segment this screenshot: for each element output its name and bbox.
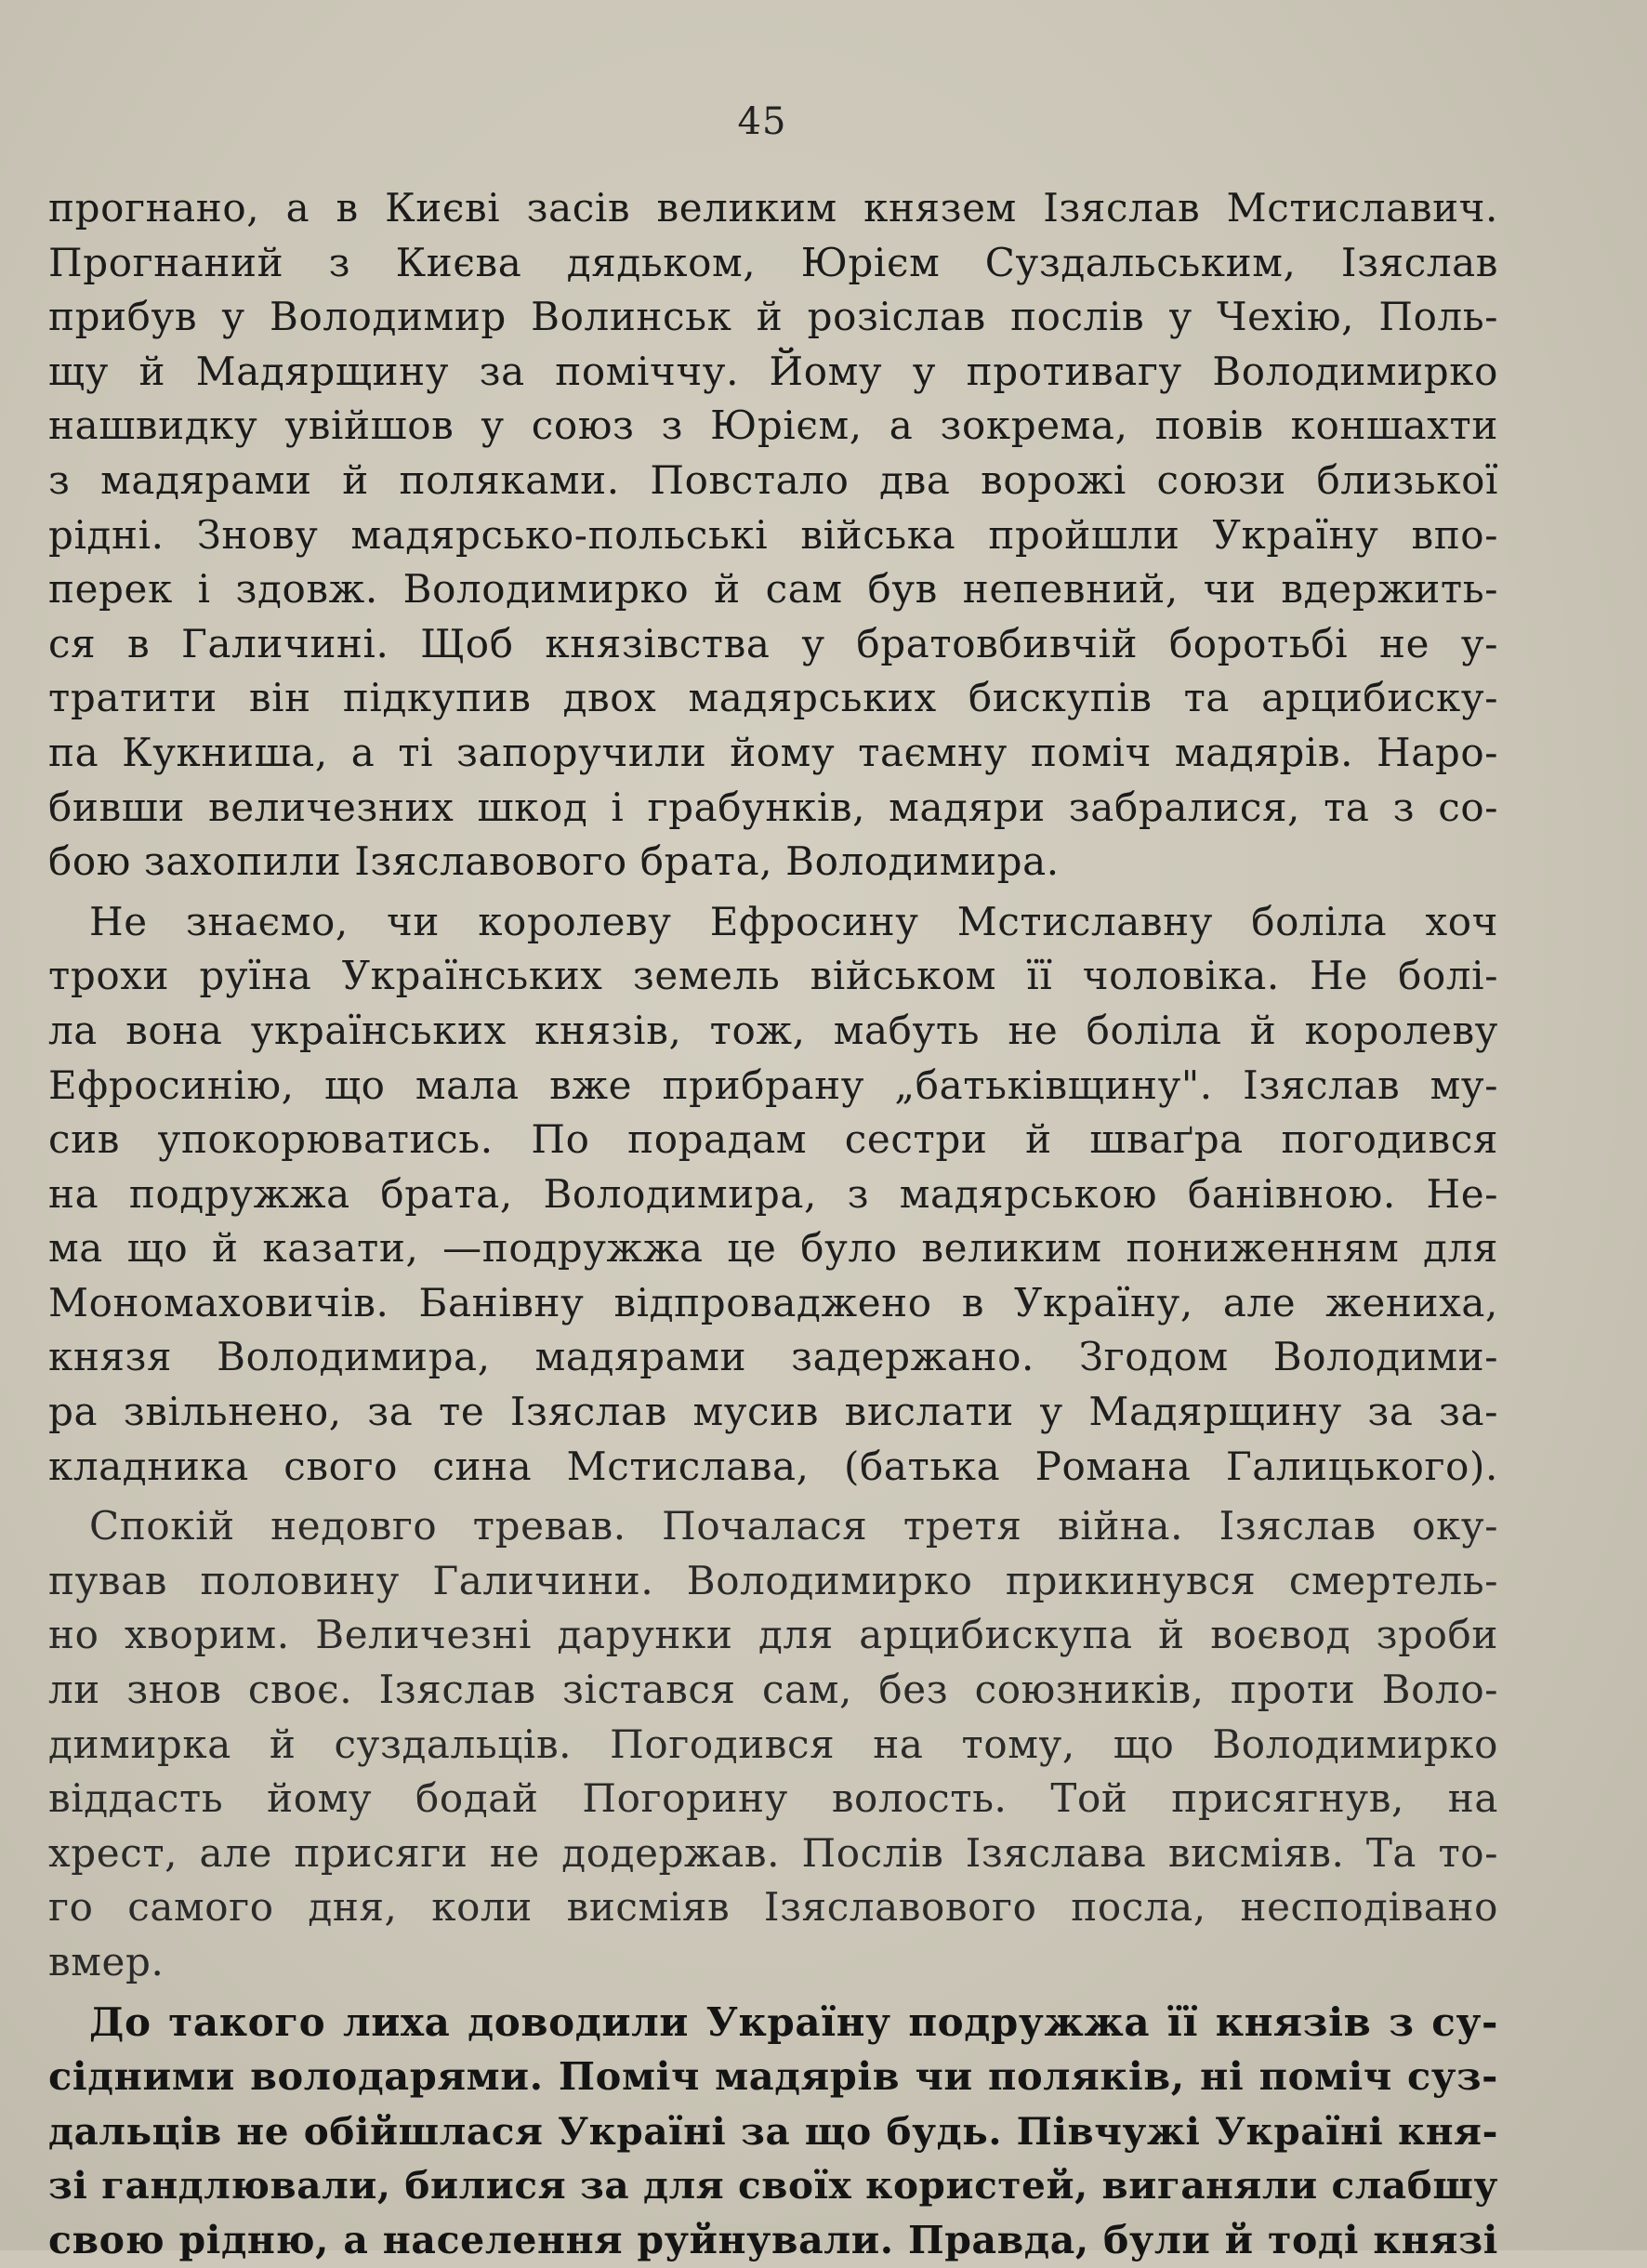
text-line: зі гандлювали, билися за для своїх користей, виганяли слабшу xyxy=(48,2163,1498,2209)
text-line: сив упокорюватись. По порадам сестри й шваґра погодився xyxy=(48,1116,1498,1163)
text-line: дальців не обійшлася Україні за що будь. Півчужі Україні кня- xyxy=(48,2108,1498,2154)
text-line: ла вона українських князів, тож, мабуть не боліла й королеву xyxy=(48,1007,1498,1053)
text-line: князя Володимира, мадярами задержано. Згодом Володими- xyxy=(48,1334,1498,1380)
text-line: Ефросинію, що мала вже прибрану „батьківщину". Ізяслав му- xyxy=(48,1061,1498,1108)
paragraph-1 xyxy=(48,181,1498,890)
text-line: ли знов своє. Ізяслав зістався сам, без союзників, проти Воло- xyxy=(48,1667,1498,1713)
text-line: па Кукниша, а ті запоручили йому таємну поміч мадярів. Наро- xyxy=(48,729,1498,775)
text-line: перек і здовж. Володимирко й сам був непевний, чи вдержить- xyxy=(48,566,1498,613)
text-line: хрест, але присяги не додержав. Послів Ізяслава висміяв. Та то- xyxy=(48,1829,1498,1876)
text-line: щу й Мадярщину за поміччу. Йому у противагу Володимирко xyxy=(48,348,1498,394)
text-line: бою захопили Ізяславового брата, Володимира. xyxy=(48,838,1060,885)
text-line: бивши величезних шкод і грабунків, мадяри забралися, та з со- xyxy=(48,784,1498,830)
text-line: ра звільнено, за те Ізяслав мусив вислати у Мадярщину за за- xyxy=(48,1389,1498,1435)
text-line: ся в Галичині. Щоб князівства у братовбивчій боротьбі не у- xyxy=(48,620,1498,666)
paragraph-3 xyxy=(48,1499,1498,1989)
paragraph-2 xyxy=(48,895,1498,1495)
text-line: кладника свого сина Мстислава, (батька Романа Галицького). xyxy=(48,1443,1498,1489)
text-line: Прогнаний з Києва дядьком, Юрієм Суздальським, Ізяслав xyxy=(48,239,1498,285)
text-line: тратити він підкупив двох мадярських бискупів та арцибиску- xyxy=(48,675,1498,721)
text-line: До такого лиха доводили Україну подружжа її князів з су- xyxy=(89,1998,1498,2045)
text-line: на подружжа брата, Володимира, з мадярською банівною. Не- xyxy=(48,1170,1498,1217)
body-text xyxy=(48,181,1498,2268)
text-line: прогнано, а в Києві засів великим князем Ізяслав Мстиславич. xyxy=(48,185,1498,231)
text-line: Спокій недовго тревав. Почалася третя війна. Ізяслав оку- xyxy=(89,1503,1498,1549)
text-line: Не знаємо, чи королеву Ефросину Мстиславну боліла хоч xyxy=(89,898,1498,944)
text-line: віддасть йому бодай Погорину волость. Той присягнув, на xyxy=(48,1775,1498,1822)
text-line: пував половину Галичини. Володимирко прикинувся смертель- xyxy=(48,1557,1498,1603)
text-line: сідними володарями. Поміч мадярів чи поляків, ні поміч суз- xyxy=(48,2053,1498,2100)
text-line: нашвидку увійшов у союз з Юрієм, а зокрема, повів коншахти xyxy=(48,402,1498,449)
page-number: 45 xyxy=(737,100,787,143)
text-line: трохи руїна Українських земель військом її чоловіка. Не болі- xyxy=(48,953,1498,999)
paragraph-4 xyxy=(48,1996,1498,2268)
text-line: свою рідню, а населення руйнували. Правда, були й тоді князі xyxy=(48,2217,1498,2262)
text-line: рідні. Знову мадярсько-польські війська пройшли Україну впо- xyxy=(48,511,1498,558)
text-line: но хворим. Величезні дарунки для арцибискупа й воєвод зроби xyxy=(48,1612,1498,1658)
text-line: Мономаховичів. Банівну відпроваджено в Україну, але жениха, xyxy=(48,1279,1498,1325)
text-line: ма що й казати, —подружжа це було великим пониженням для xyxy=(48,1225,1498,1272)
text-line: димирка й суздальців. Погодився на тому, що Володимирко xyxy=(48,1721,1498,1767)
text-line: прибув у Володимир Волинськ й розіслав послів у Чехію, Поль- xyxy=(48,294,1498,340)
text-line: вмер. xyxy=(48,1939,165,1984)
text-line: го самого дня, коли висміяв Ізяславового посла, несподівано xyxy=(48,1884,1498,1931)
text-line: з мадярами й поляками. Повстало два ворожі союзи близької xyxy=(48,456,1498,503)
